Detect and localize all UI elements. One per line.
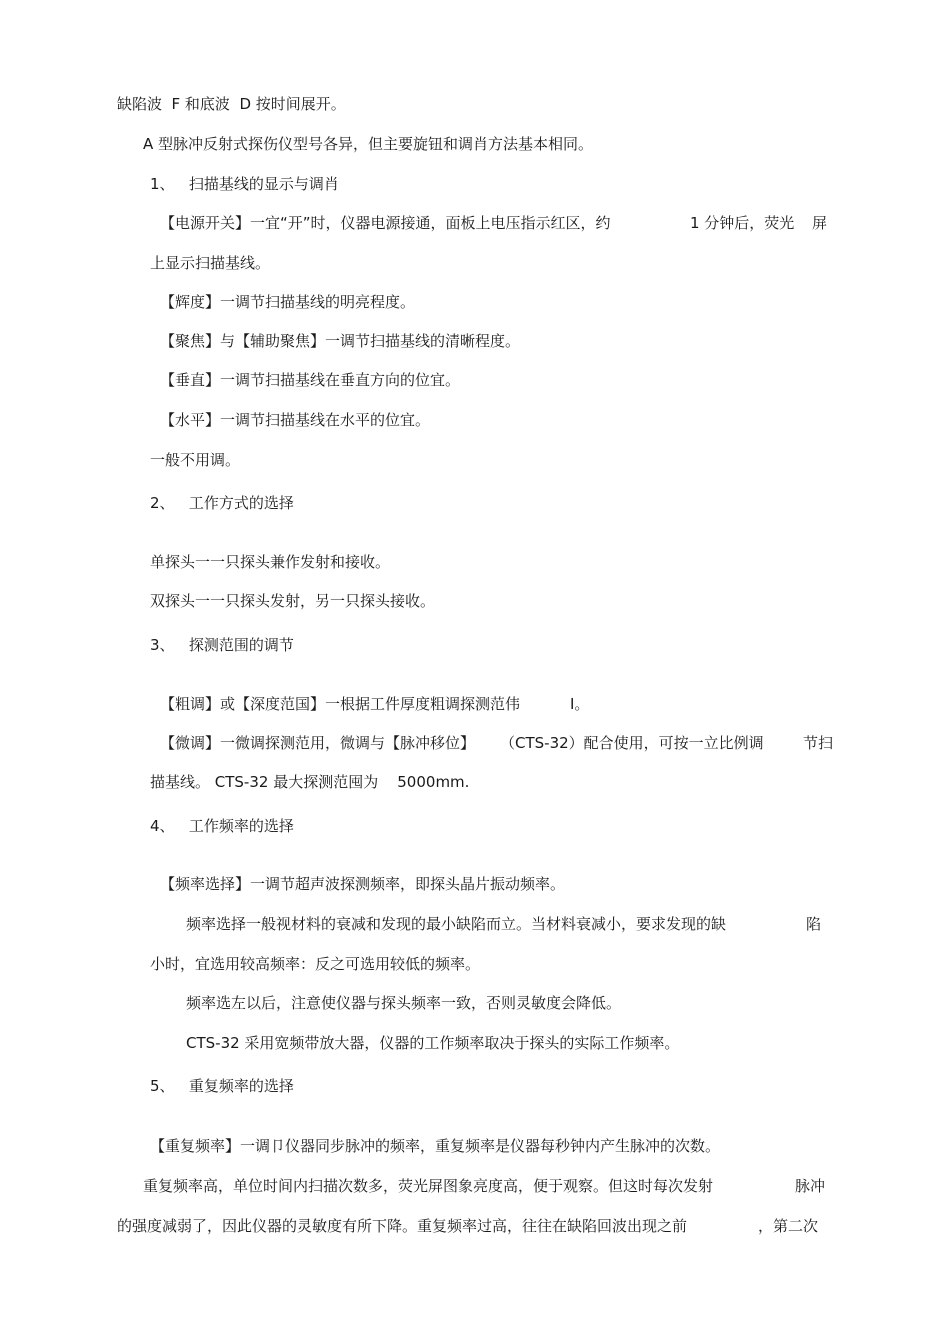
text-fragment: 陷 bbox=[806, 915, 822, 933]
text-fragment: I。 bbox=[570, 695, 590, 713]
text-line: 【重复频率】一调卩仪器同步脉冲的频率，重复频率是仪器每秒钟内产生脉冲的次数。 bbox=[150, 1137, 721, 1155]
section-heading: 2、 工作方式的选择 bbox=[150, 494, 294, 512]
text-fragment: 脉冲 bbox=[795, 1177, 826, 1195]
text-line: 【辉度】一调节扫描基线的明亮程度。 bbox=[160, 293, 416, 311]
section-heading: 1、 扫描基线的显示与调肖 bbox=[150, 175, 339, 193]
text-line: 单探头一一只探头兼作发射和接收。 bbox=[150, 553, 391, 571]
text-line: 双探头一一只探头发射，另一只探头接收。 bbox=[150, 592, 436, 610]
text-fragment: 1 分钟后，荧光 bbox=[690, 214, 795, 232]
text-line: CTS-32 采用宽频带放大器，仪器的工作频率取决于探头的实际工作频率。 bbox=[186, 1034, 680, 1052]
section-heading: 3、 探测范围的调节 bbox=[150, 636, 294, 654]
section-heading: 4、 工作频率的选择 bbox=[150, 817, 294, 835]
text-line: 小时，宜选用较高频率：反之可选用较低的频率。 bbox=[150, 955, 481, 973]
text-line: A 型脉冲反射式探伤仪型号各异，但主要旋钮和调肖方法基本相同。 bbox=[143, 135, 594, 153]
text-line: 【垂直】一调节扫描基线在垂直方向的位宜。 bbox=[160, 371, 461, 389]
text-line: 的强度减弱了，因此仪器的灵敏度有所下降。重复频率过高，往往在缺陷回波出现之前 bbox=[117, 1217, 688, 1235]
text-line: 频率选左以后，注意使仪器与探头频率一致，否则灵敏度会降低。 bbox=[186, 994, 622, 1012]
text-line: 频率选择一般视材料的衰减和发现的最小缺陷而立。当材料衰减小，要求发现的缺 bbox=[186, 915, 727, 933]
text-fragment: （CTS-32）配合使用，可按一立比例调 bbox=[500, 734, 764, 752]
section-heading: 5、 重复频率的选择 bbox=[150, 1077, 294, 1095]
text-line: 【水平】一调节扫描基线在水平的位宜。 bbox=[160, 411, 431, 429]
text-line: 【电源开关】一宜“开”时，仪器电源接通，面板上电压指示红区，约 bbox=[160, 214, 611, 232]
text-line: 缺陷波 F 和底波 D 按时间展开。 bbox=[117, 95, 346, 113]
text-line: 【粗调】或【深度范国】一根据工件厚度粗调探测范伟 bbox=[160, 695, 521, 713]
text-line: 【频率选择】一调节超声波探测频率，即探头晶片振动频率。 bbox=[160, 875, 566, 893]
text-line: 上显示扫描基线。 bbox=[150, 254, 271, 272]
text-line: 描基线。 CTS-32 最大探测范囤为 5000mm. bbox=[150, 773, 470, 791]
text-fragment: 屏 bbox=[812, 214, 828, 232]
text-line: 重复频率高，单位时间内扫描次数多，荧光屏图象亮度高，便于观察。但这时每次发射 bbox=[143, 1177, 714, 1195]
text-fragment: 节扫 bbox=[803, 734, 834, 752]
text-line: 一般不用调。 bbox=[150, 451, 241, 469]
text-line: 【聚焦】与【辅助聚焦】一调节扫描基线的清晰程度。 bbox=[160, 332, 521, 350]
text-fragment: ，第二次 bbox=[758, 1217, 819, 1235]
text-line: 【微调】一微调探测范用，微调与【脉冲移位】 bbox=[160, 734, 476, 752]
